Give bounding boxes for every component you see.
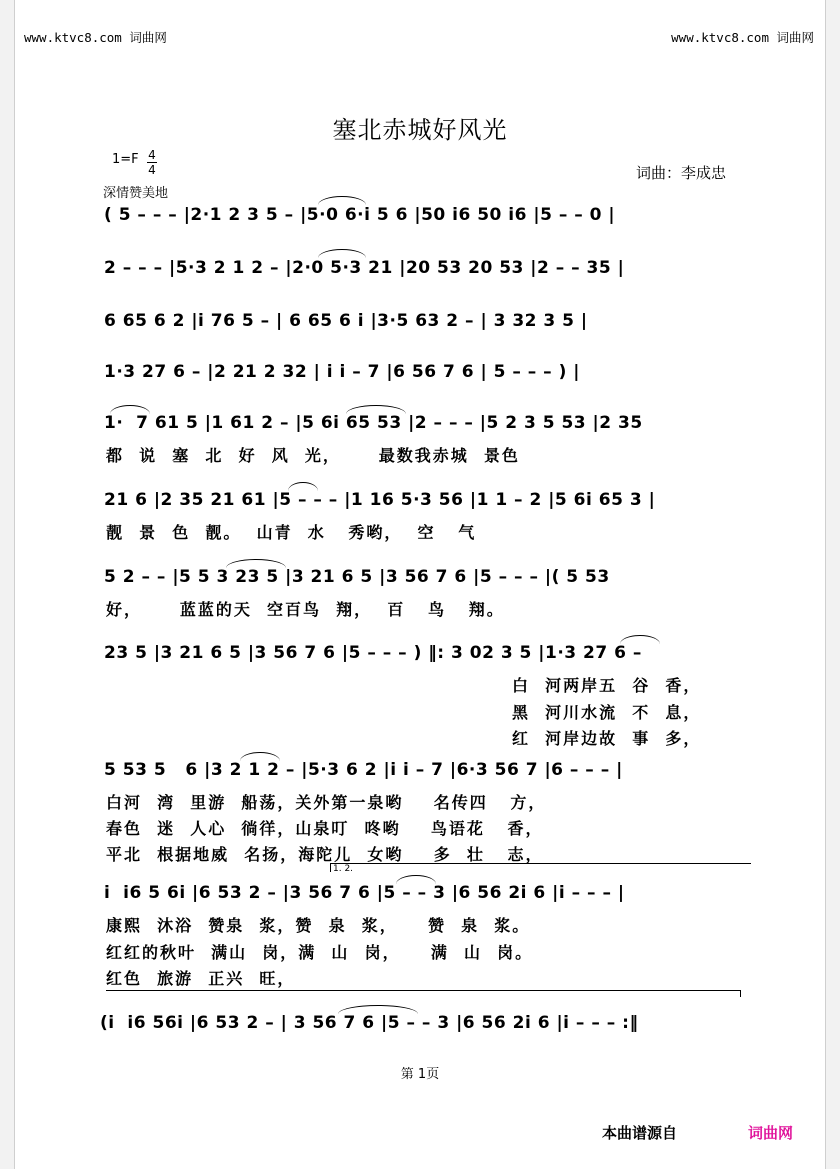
song-title: 塞北赤城好风光 — [332, 116, 508, 144]
source-site-link[interactable]: 词曲网 — [748, 1124, 794, 1142]
verse-3-line-c: 红色 旅游 正兴 旺， — [106, 969, 296, 988]
notation-row-11: (i i6 56i |6 53 2 – | 3 56 7 6 |5 – – 3 |6 56 2i 6 |i – – – :‖ — [100, 1013, 639, 1033]
meter-bottom: 4 — [148, 163, 156, 177]
slur-mark — [240, 752, 280, 761]
slur-mark — [318, 196, 366, 205]
notation-row-6: 21 6 |2 35 21 61 |5 – – – |1 16 5·3 56 |1 1 – 2 |5 6i 65 3 | — [104, 490, 656, 510]
volta-bracket — [330, 863, 751, 872]
slur-mark — [318, 249, 366, 258]
verse-2-line-b: 春色 迷 人心 徜徉，山泉叮 咚哟 鸟语花 香， — [106, 819, 544, 838]
notation-row-8: 23 5 |3 21 6 5 |3 56 7 6 |5 – – – ) ‖: 3 02 3 5 |1·3 27 6 – — [104, 643, 642, 663]
lyric-line-2: 靓 景 色 靓。 山青 水 秀哟， 空 气 — [106, 523, 477, 542]
slur-mark — [620, 635, 660, 644]
volta-label: 1. 2. — [333, 864, 354, 874]
repeat-ending-bracket — [106, 990, 741, 997]
slur-mark — [110, 405, 150, 414]
meter-top: 4 — [148, 148, 156, 162]
slur-mark — [288, 482, 318, 491]
verse-3-line-a: 红 河岸边故 事 多， — [512, 729, 702, 748]
slur-mark — [396, 875, 436, 884]
left-watermark-strip — [0, 0, 15, 1169]
composer-credit: 词曲：李成忠 — [636, 164, 727, 182]
notation-row-7: 5 2 – – |5 5 3 23 5 |3 21 6 5 |3 56 7 6 |5 – – – |( 5 53 — [104, 567, 610, 587]
verse-1-line-a: 白 河两岸五 谷 香， — [512, 676, 702, 695]
site-header-right[interactable]: www.ktvc8.com 词曲网 — [671, 30, 814, 45]
key-signature: 1=F — [112, 152, 139, 167]
notation-row-1: ( 5 – – – |2·1 2 3 5 – |5·0 6·i 5 6 |50 i6 50 i6 |5 – – 0 | — [104, 205, 616, 225]
lyric-line-3: 好， 蓝蓝的天 空百鸟 翔， 百 鸟 翔。 — [106, 600, 505, 619]
right-watermark-strip — [825, 0, 840, 1169]
verse-2-line-c: 红红的秋叶 满山 岗，满 山 岗， 满 山 岗。 — [106, 943, 534, 962]
source-label: 本曲谱源自 — [602, 1124, 678, 1142]
site-header-left[interactable]: www.ktvc8.com 词曲网 — [24, 30, 167, 45]
notation-row-2: 2 – – – |5·3 2 1 2 – |2·0 5·3 21 |20 53 20 53 |2 – – 35 | — [104, 258, 625, 278]
time-signature — [147, 148, 157, 177]
slur-mark — [338, 1005, 418, 1014]
notation-row-5: 1· 7 61 5 |1 61 2 – |5 6i 65 53 |2 – – – |5 2 3 5 53 |2 35 — [104, 413, 643, 433]
slur-mark — [346, 405, 406, 414]
verse-1-line-c: 康熙 沐浴 赞泉 浆，赞 泉 浆， 赞 泉 浆。 — [106, 916, 531, 935]
expression-marking: 深情赞美地 — [103, 186, 169, 201]
verse-3-line-b: 平北 根据地威 名扬，海陀儿 女哟 多 壮 志， — [106, 845, 544, 864]
page-number: 第 1页 — [400, 1067, 440, 1082]
slur-mark — [226, 559, 286, 568]
notation-row-9: 5 53 5 6 |3 2 1 2 – |5·3 6 2 |i i – 7 |6·3 56 7 |6 – – – | — [104, 760, 623, 780]
notation-row-10: i i6 5 6i |6 53 2 – |3 56 7 6 |5 – – 3 |6 56 2i 6 |i – – – | — [104, 883, 625, 903]
verse-1-line-b: 白河 湾 里游 船荡，关外第一泉哟 名传四 方， — [106, 793, 547, 812]
verse-2-line-a: 黑 河川水流 不 息， — [512, 703, 702, 722]
lyric-line-1: 都 说 塞 北 好 风 光， 最数我赤城 景色 — [106, 446, 520, 465]
notation-row-4: 1·3 27 6 – |2 21 2 32 | i i – 7 |6 56 7 6 | 5 – – – ) | — [104, 362, 580, 382]
notation-row-3: 6 65 6 2 |i 76 5 – | 6 65 6 i |3·5 63 2 – | 3 32 3 5 | — [104, 311, 588, 331]
